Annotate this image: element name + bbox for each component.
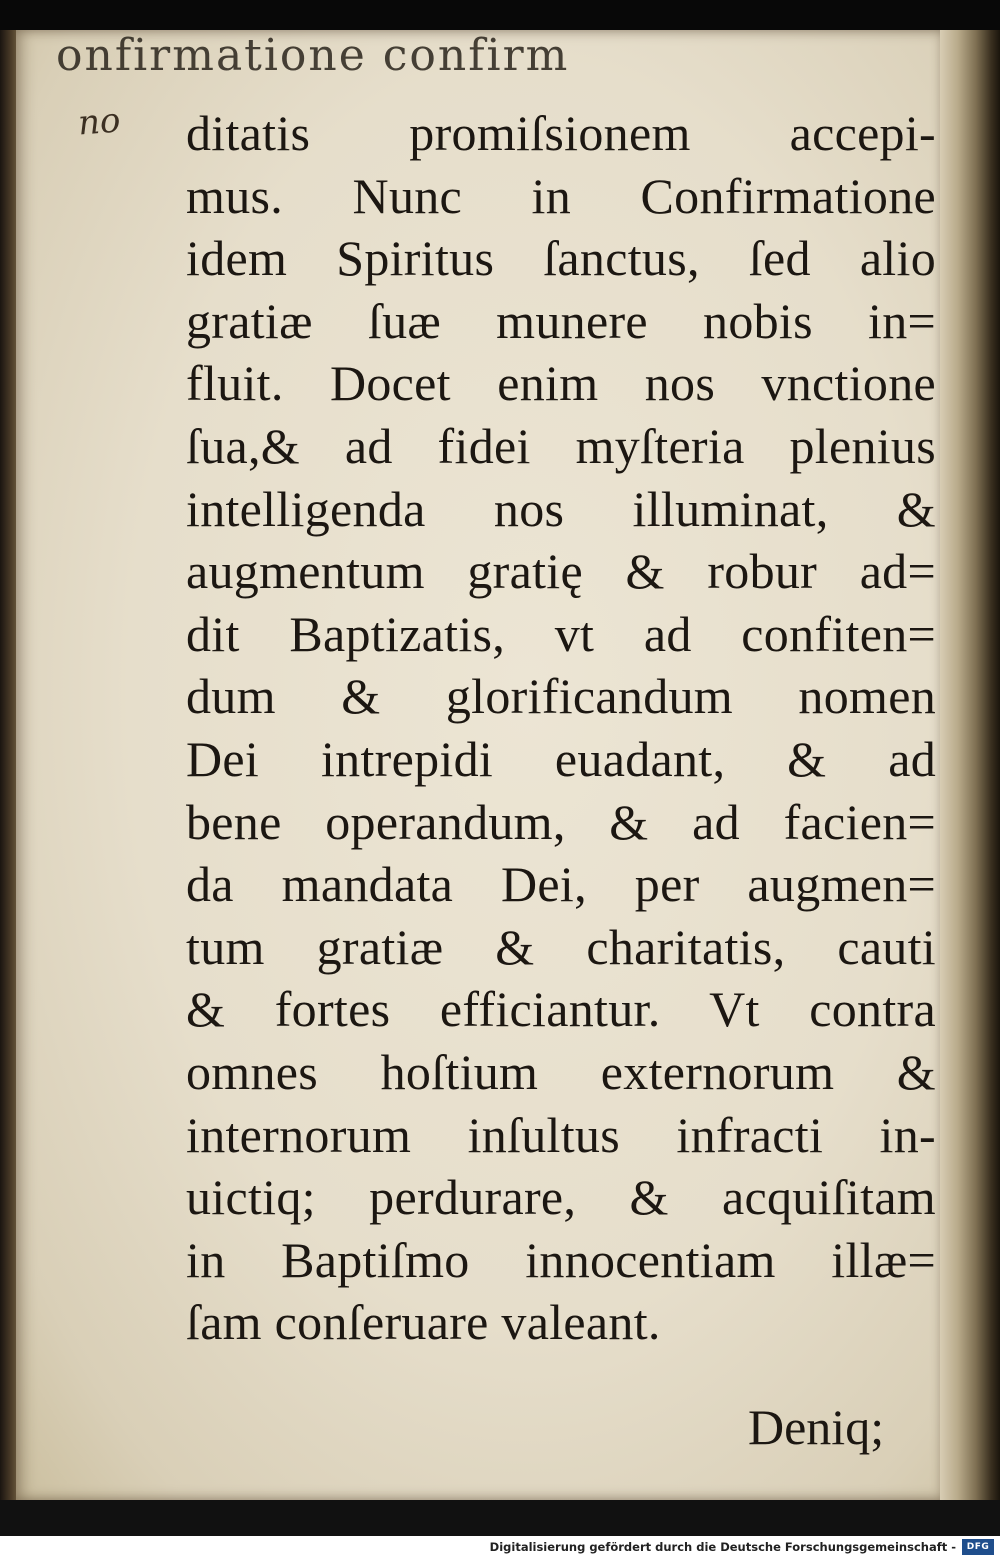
text-line: Dei intrepidi euadant, & ad bbox=[186, 730, 936, 787]
scan-top-border bbox=[0, 0, 1000, 30]
book-page bbox=[16, 30, 944, 1500]
text-line: uictiq; perdurare, & acquiſitam bbox=[186, 1169, 936, 1226]
text-line: intelligenda nos illuminat, & bbox=[186, 480, 936, 537]
scan-bottom-border bbox=[0, 1500, 1000, 1536]
text-line: idem Spiritus ſanctus, ſed alio bbox=[186, 230, 936, 287]
text-line: ditatis promiſsionem accepi- bbox=[186, 105, 936, 161]
text-line: ſua,& ad fidei myſteria plenius bbox=[186, 417, 936, 474]
text-line: fluit. Docet enim nos vnctione bbox=[186, 355, 936, 412]
text-line: mus. Nunc in Confirmatione bbox=[186, 167, 936, 224]
handwritten-margin-note: no bbox=[76, 100, 122, 144]
text-line: gratiæ ſuæ munere nobis in= bbox=[186, 292, 936, 349]
cropped-header-line: onfirmatione confirm bbox=[56, 30, 570, 81]
text-line: internorum inſultus infracti in- bbox=[186, 1106, 936, 1163]
digitization-footer bbox=[0, 1536, 1000, 1559]
text-line: omnes hoſtium externorum & bbox=[186, 1043, 936, 1100]
text-line: dum & glorificandum nomen bbox=[186, 668, 936, 725]
funding-credit: Digitalisierung gefördert durch die Deutsche Forschungsgemeinschaft - bbox=[489, 1540, 956, 1554]
catchword: Deniq; bbox=[748, 1399, 885, 1455]
book-fore-edge bbox=[940, 30, 1000, 1500]
text-line: augmentum gratię & robur ad= bbox=[186, 543, 936, 600]
body-text bbox=[186, 102, 936, 1354]
text-line: da mandata Dei, per augmen= bbox=[186, 856, 936, 913]
text-line: dit Baptizatis, vt ad confiten= bbox=[186, 605, 936, 662]
text-line: & fortes efficiantur. Vt contra bbox=[186, 981, 936, 1038]
text-line: bene operandum, & ad facien= bbox=[186, 793, 936, 850]
dfg-logo-icon: DFG bbox=[962, 1539, 994, 1555]
text-line: in Baptiſmo innocentiam illæ= bbox=[186, 1231, 936, 1288]
text-line: tum gratiæ & charitatis, cauti bbox=[186, 918, 936, 975]
text-line: ſam conſeruare valeant. bbox=[186, 1294, 661, 1351]
